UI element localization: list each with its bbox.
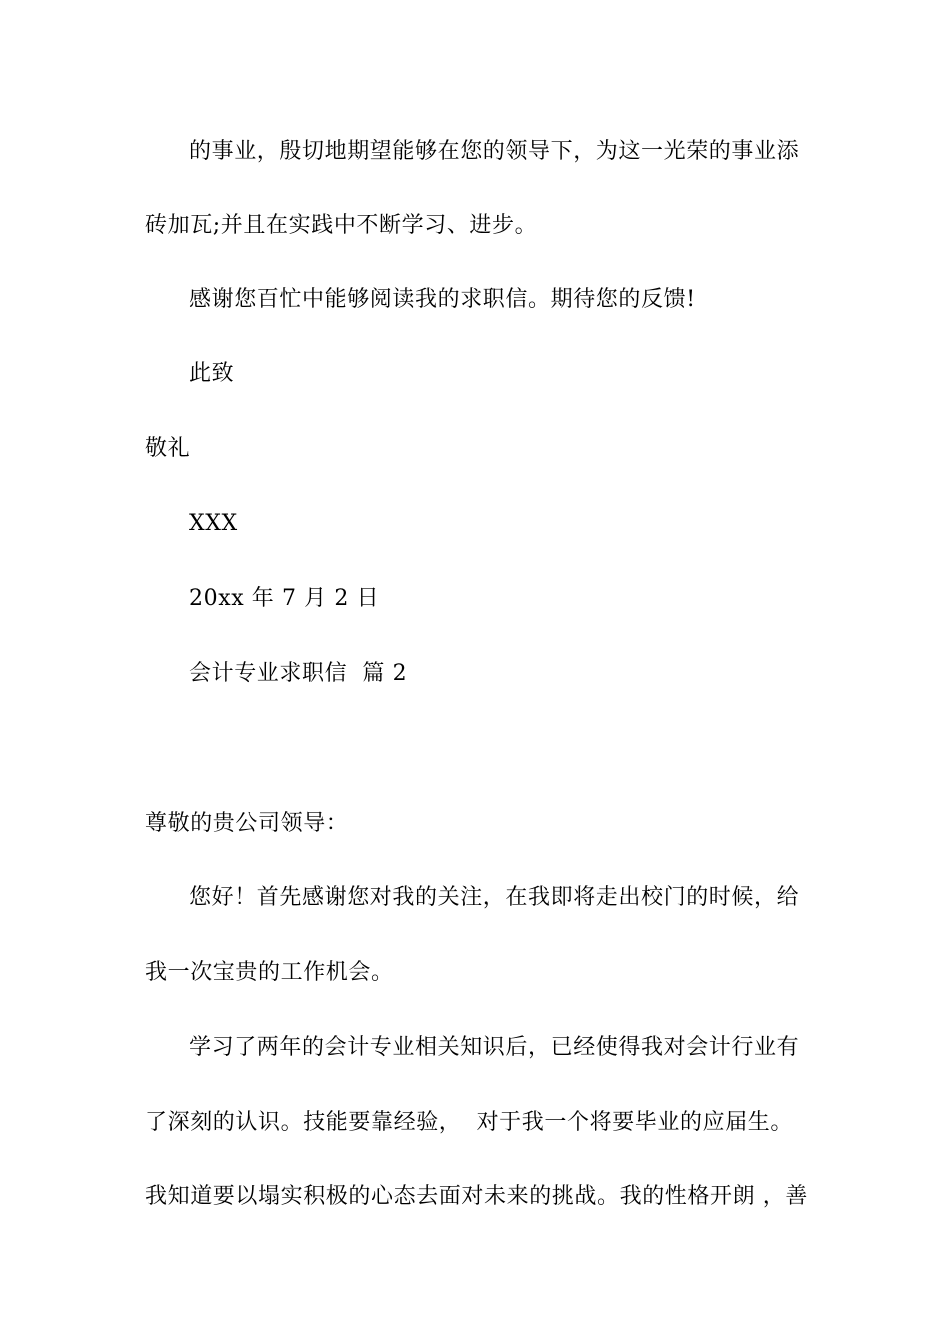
paragraph-line: 感谢您百忙中能够阅读我的求职信。期待您的反馈! — [189, 287, 696, 312]
paragraph-line: 您好！首先感谢您对我的关注，在我即将走出校门的时候，给 — [189, 885, 800, 910]
paragraph-line: 我知道要以塌实积极的心态去面对未来的挑战。我的性格开朗 ，善 — [145, 1184, 808, 1209]
closing-regards: 敬礼 — [145, 436, 191, 461]
letter-date: 20xx 年 7 月 2 日 — [189, 586, 380, 611]
paragraph-line: 学习了两年的会计专业相关知识后，已经使得我对会计行业有 — [189, 1035, 800, 1060]
paragraph-line: 我一次宝贵的工作机会。 — [145, 960, 394, 985]
paragraph-line: 了深刻的认识。技能要靠经验， 对于我一个将要毕业的应届生。 — [145, 1110, 793, 1135]
paragraph-line: 的事业，殷切地期望能够在您的领导下，为这一光荣的事业添 — [189, 139, 800, 164]
section-title: 会计专业求职信 篇 2 — [189, 661, 408, 686]
greeting: 尊敬的贵公司领导： — [145, 811, 349, 836]
signature-name: XXX — [189, 511, 238, 536]
paragraph-line: 砖加瓦;并且在实践中不断学习、进步。 — [145, 213, 538, 238]
closing-salutation: 此致 — [189, 361, 235, 386]
